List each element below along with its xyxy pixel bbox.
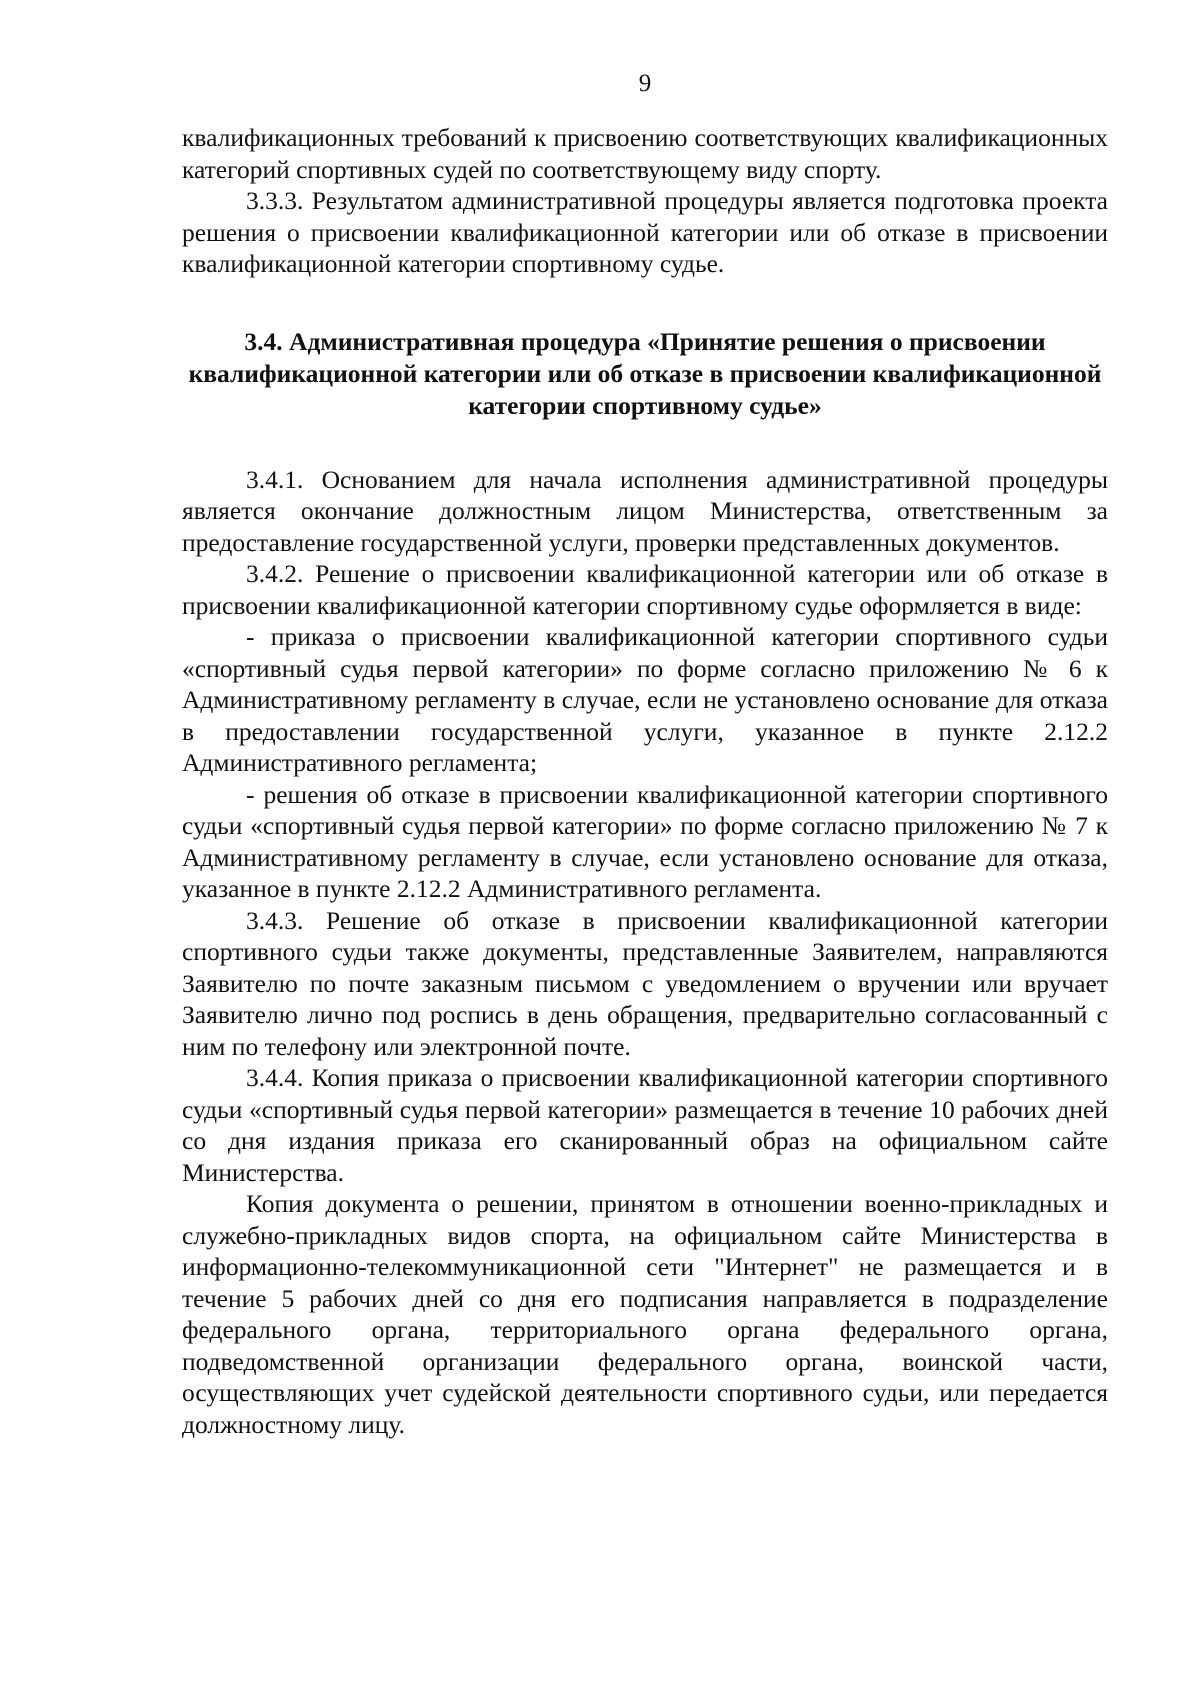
section-heading-3-4: 3.4. Административная процедура «Принятие решения о присвоении квалификационной категории или об отказе в присвоении квалификационной категории спортивному судье» <box>188 326 1102 420</box>
bullet-refusal-paragraph: - решения об отказе в присвоении квалификационной категории спортивного судьи «спортивный судья первой категории» по форме согласно приложению № 7 к Административному регламенту в случае, если установлено основание для отказа, указанное в пункте 2.12.2 Административного регламента. <box>182 779 1108 903</box>
intro-paragraph: квалификационных требований к присвоению соответствующих квалификационных категорий спортивных судей по соответствующему виду спорту. <box>182 123 1108 184</box>
bullet-order-paragraph: - приказа о присвоении квалификационной категории спортивного судьи «спортивный судья первой категории» по форме согласно приложению № 6 к Административному регламенту в случае, если не установлено основание для отказа в предоставлении государственной услуги, указанное в пункте 2.12.2 Административного регламента; <box>182 622 1108 777</box>
paragraph-3-4-4: 3.4.4. Копия приказа о присвоении квалификационной категории спортивного судьи «спортивный судья первой категории» размещается в течение 10 рабочих дней со дня издания приказа его сканированный образ на официальном сайте Министерства. <box>182 1063 1108 1187</box>
paragraph-3-3-3: 3.3.3. Результатом административной процедуры является подготовка проекта решения о присвоении квалификационной категории или об отказе в присвоении квалификационной категории спортивному судье. <box>182 186 1108 278</box>
paragraph-3-4-3: 3.4.3. Решение об отказе в присвоении квалификационной категории спортивного судьи также документы, представленные Заявителем, направляются Заявителю по почте заказным письмом с уведомлением о вручении или вручает Заявителю лично под роспись в день обращения, предварительно согласованный с ним по телефону или электронной почте. <box>182 905 1108 1061</box>
page-number: 9 <box>638 70 652 97</box>
paragraph-3-4-2: 3.4.2. Решение о присвоении квалификационной категории или об отказе в присвоении квалификационной категории спортивному судье оформляется в виде: <box>182 559 1108 620</box>
paragraph-3-4-1: 3.4.1. Основанием для начала исполнения административной процедуры является окончание должностным лицом Министерства, ответственным за предоставление государственной услуги, проверки представленных документов. <box>182 464 1108 557</box>
final-paragraph: Копия документа о решении, принятом в отношении военно-прикладных и служебно-прикладных видов спорта, на официальном сайте Министерства в информационно-телекоммуникационной сети "Интернет" не размещается и в течение 5 рабочих дней со дня его подписания направляется в подразделение федерального органа, территориального органа федерального органа, подведомственной организации федерального органа, воинской части, осуществляющих учет судейской деятельности спортивного судьи, или передается должностному лицу. <box>182 1189 1108 1439</box>
